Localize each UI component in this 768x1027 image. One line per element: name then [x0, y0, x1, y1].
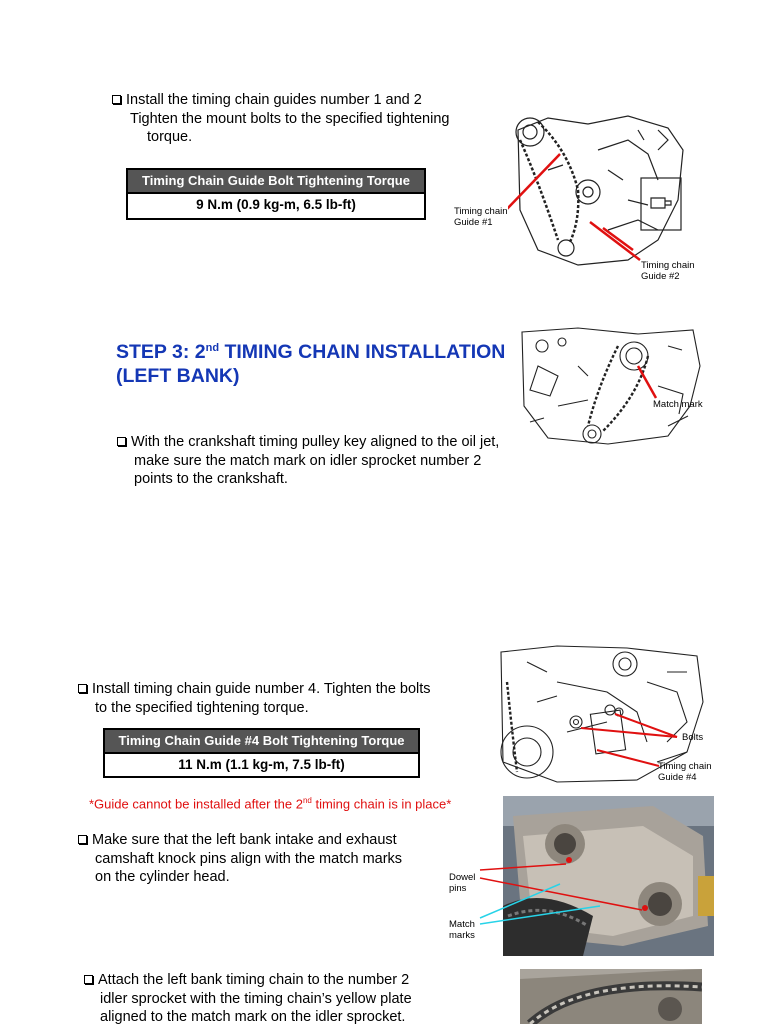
instruction-line: make sure the match mark on idler sprocket number 2	[134, 452, 482, 469]
label-match-mark: Match mark	[653, 399, 703, 410]
diagram-match-mark	[518, 326, 703, 448]
diagram-timing-guides-1-2	[508, 110, 693, 275]
photo-callout-lines	[470, 850, 670, 930]
instruction-line: points to the crankshaft.	[134, 471, 288, 487]
instruction-line: Attach the left bank timing chain to the number 2	[98, 972, 410, 988]
instruction-line: Install the timing chain guides number 1 and 2	[126, 92, 422, 108]
torque-table-header: Timing Chain Guide Bolt Tightening Torque	[128, 170, 424, 194]
checkbox-bullet-icon	[112, 95, 121, 104]
torque-table-guide-1-2	[126, 168, 426, 220]
photo-timing-chain	[520, 969, 702, 1024]
label-dowel-pins: Dowel pins	[449, 872, 476, 894]
label-timing-chain-guide-4: Timing chain Guide #4	[658, 761, 712, 783]
instruction-line: to the specified tightening torque.	[95, 699, 309, 716]
instruction-line: torque.	[147, 129, 193, 145]
instruction-line: Tighten the mount bolts to the specified tightening	[130, 110, 450, 127]
torque-table-guide-4	[103, 728, 420, 778]
instruction-line: Install timing chain guide number 4. Tighten the bolts	[92, 681, 431, 697]
torque-table-value: 9 N.m (0.9 kg-m, 6.5 lb-ft)	[196, 197, 356, 212]
checkbox-bullet-icon	[78, 835, 87, 844]
label-timing-chain-guide-1: Timing chain Guide #1	[454, 206, 508, 228]
instruction-line: idler sprocket with the timing chain’s yellow plate	[100, 990, 412, 1007]
instruction-guides-1-2	[112, 91, 449, 147]
instruction-attach-chain	[84, 971, 412, 1027]
instruction-crankshaft-key	[117, 433, 499, 489]
instruction-line: Make sure that the left bank intake and exhaust	[92, 832, 397, 848]
label-timing-chain-guide-2: Timing chain Guide #2	[641, 260, 695, 282]
checkbox-bullet-icon	[78, 684, 87, 693]
label-match-marks: Match marks	[449, 919, 475, 941]
instruction-guide-4	[78, 680, 431, 717]
torque-table-header: Timing Chain Guide #4 Bolt Tightening Torque	[105, 730, 418, 754]
torque-table-value: 11 N.m (1.1 kg-m, 7.5 lb-ft)	[178, 757, 345, 772]
checkbox-bullet-icon	[84, 975, 93, 984]
engine-line-drawing	[518, 326, 703, 448]
instruction-knock-pins	[78, 831, 402, 887]
instruction-line: camshaft knock pins align with the match marks	[95, 850, 403, 867]
step-3-heading: STEP 3: 2nd TIMING CHAIN INSTALLATION (LEFT BANK)	[116, 341, 506, 387]
label-bolts: Bolts	[682, 732, 704, 743]
warning-note: *Guide cannot be installed after the 2nd timing chain is in place*	[89, 796, 452, 812]
timing-chain-photo	[520, 969, 702, 1024]
instruction-line: With the crankshaft timing pulley key aligned to the oil jet,	[131, 434, 500, 450]
engine-line-drawing	[508, 110, 693, 275]
instruction-line: on the cylinder head.	[95, 869, 230, 885]
instruction-line: aligned to the match mark on the idler sprocket.	[100, 1009, 406, 1025]
checkbox-bullet-icon	[117, 437, 126, 446]
